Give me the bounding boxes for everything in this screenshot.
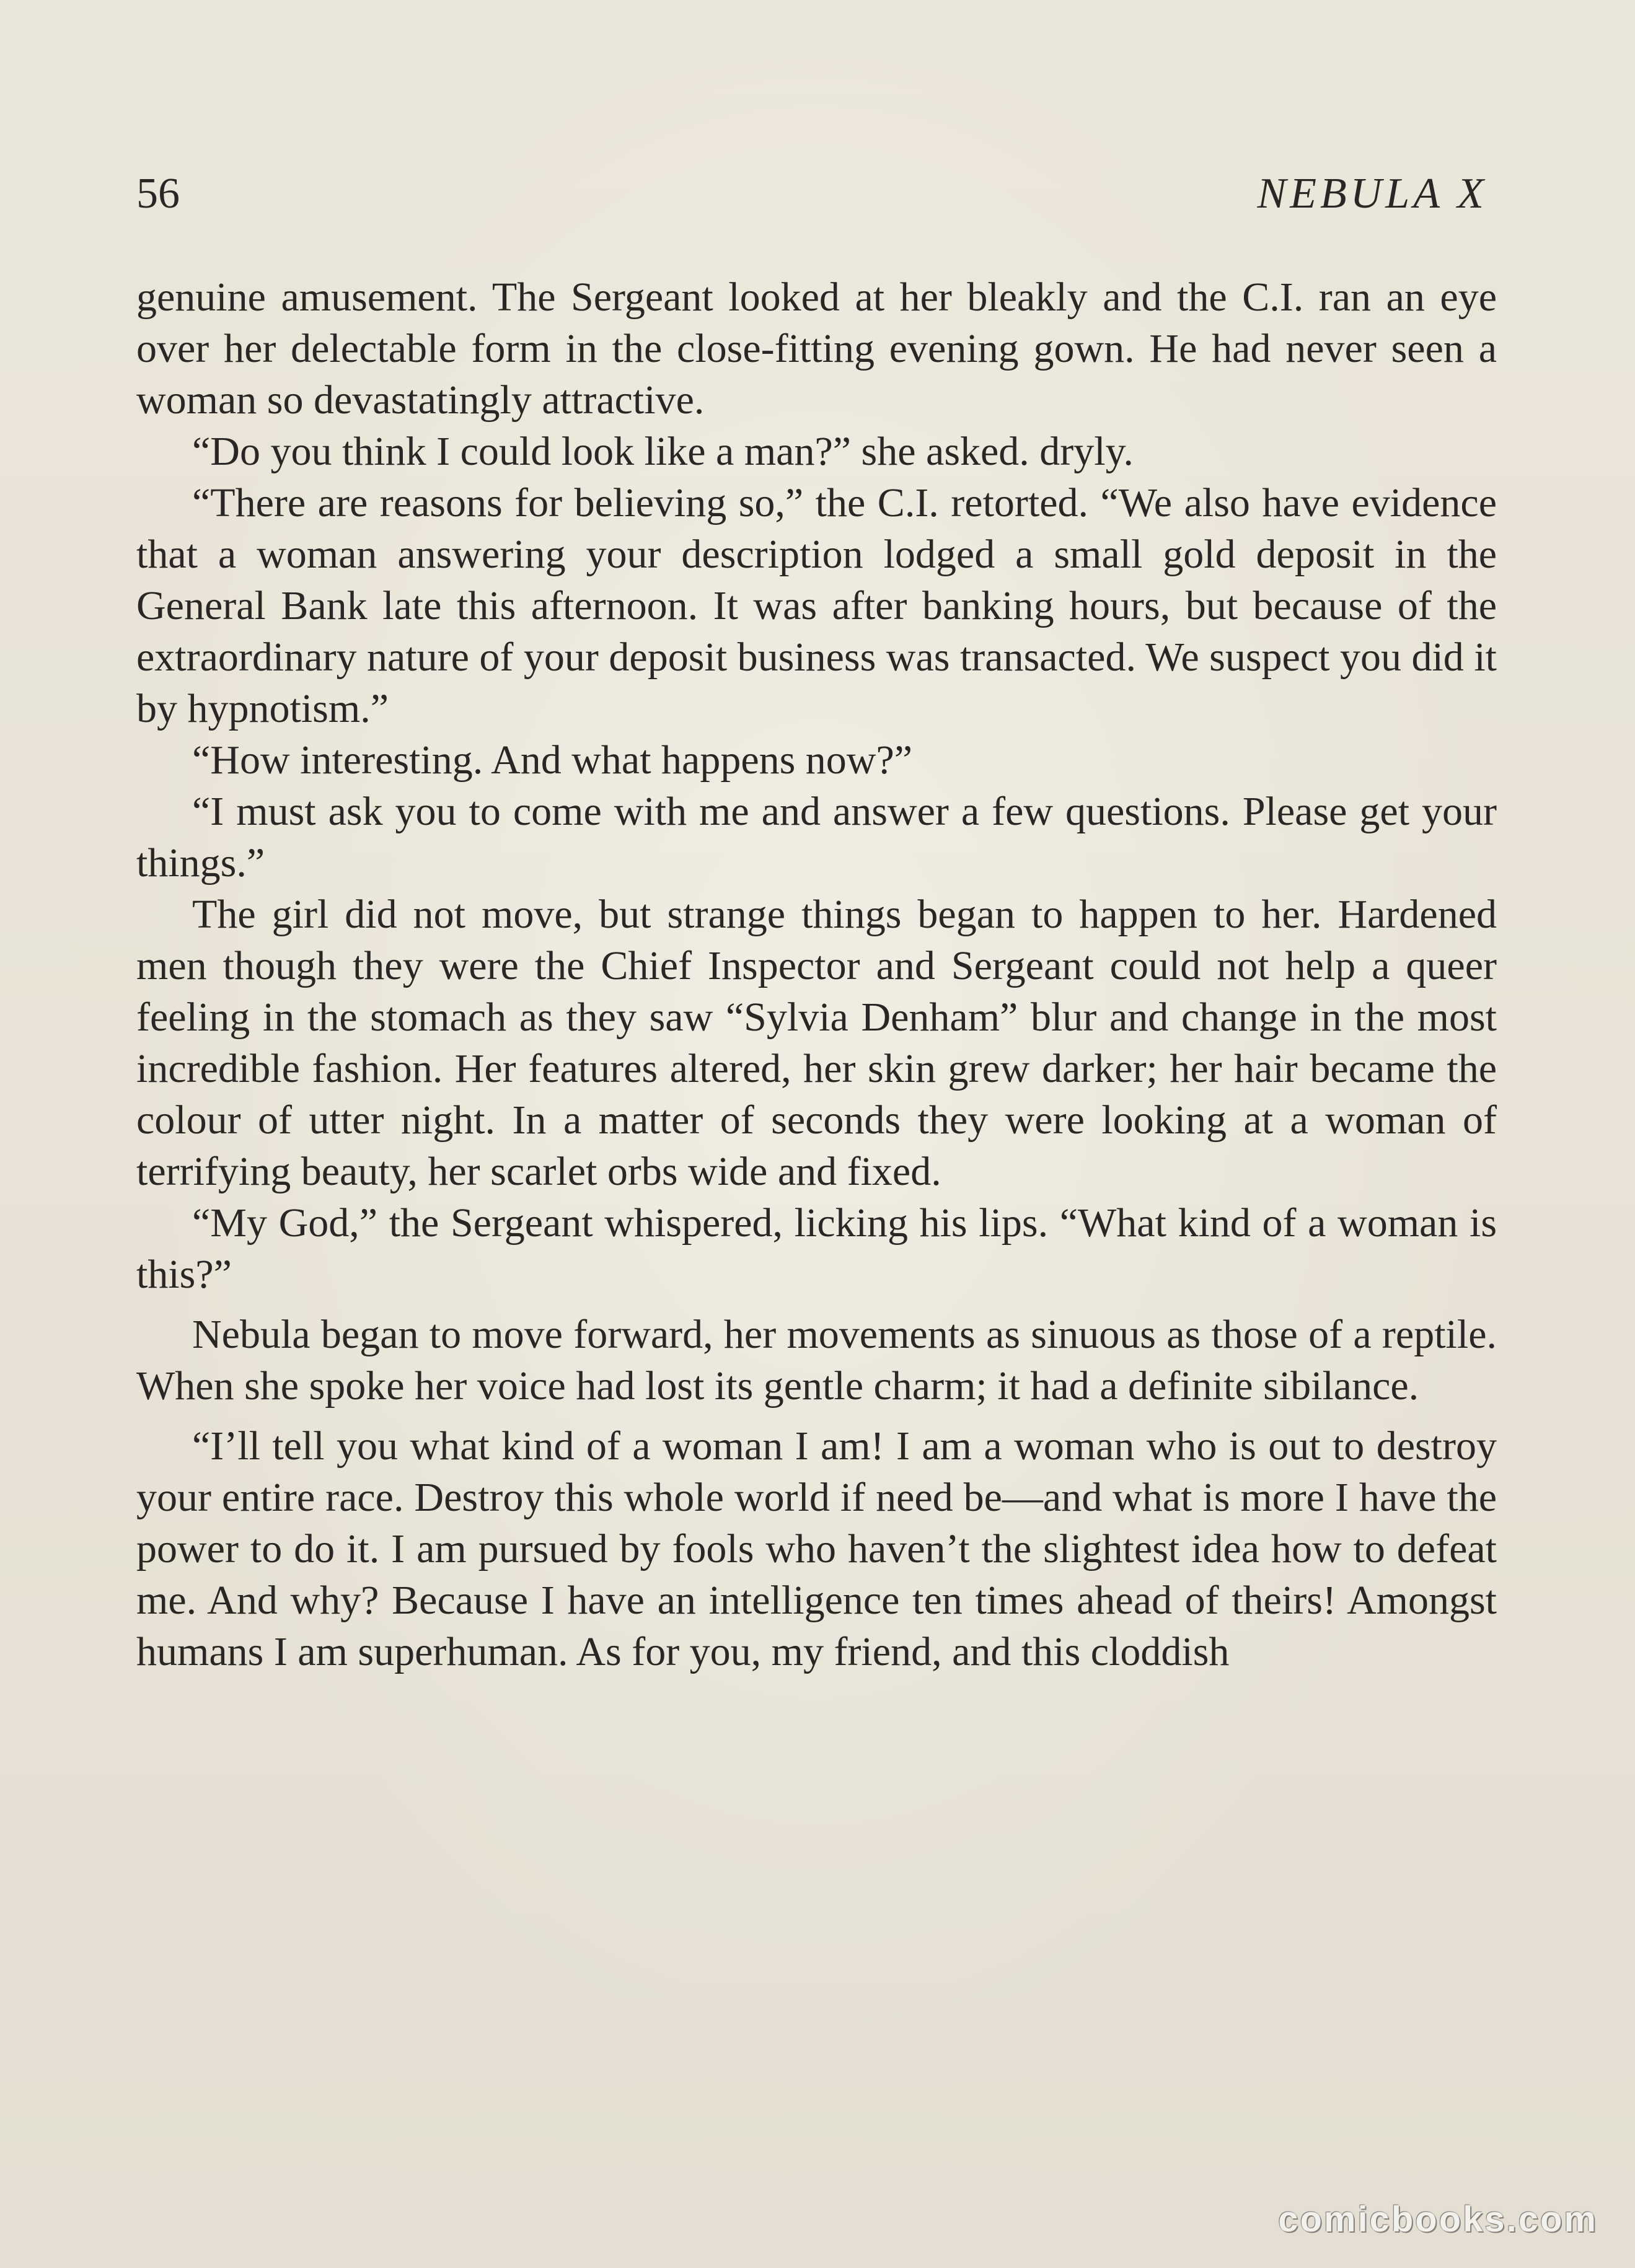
paragraph: “I’ll tell you what kind of a woman I am! I am a woman who is out to destroy your entire race. Destroy this whole world if need be—and what is more I have the power to do it. I am pursued by fools who haven’t the slightest idea how to defeat me. And why? Because I have an intelligence ten times ahead of theirs! Amongst humans I am superhuman. As for you, my friend, and this cloddish <box>136 1423 1497 1674</box>
page-number: 56 <box>136 170 180 218</box>
body-text <box>136 271 1497 1677</box>
running-head: NEBULA X <box>1257 170 1487 218</box>
paragraph: The girl did not move, but strange things began to happen to her. Hardened men though they were the Chief Inspector and Sergeant could not help a queer feeling in the stomach as they saw “Sylvia Denham” blur and change in the most incredible fashion. Her features altered, her skin grew darker; her hair became the colour of utter night. In a matter of seconds they were looking at a woman of terrifying beauty, her scarlet orbs wide and fixed. <box>136 892 1497 1194</box>
paragraph: Nebula began to move forward, her movements as sinuous as those of a reptile. When she spoke her voice had lost its gentle charm; it had a definite sibilance. <box>136 1312 1497 1409</box>
paragraph: “My God,” the Sergeant whispered, licking his lips. “What kind of a woman is this?” <box>136 1200 1497 1297</box>
paragraph: genuine amusement. The Sergeant looked at her bleakly and the C.I. ran an eye over her delectable form in the close-fitting evening gown. He had never seen a woman so devastatingly attractive. <box>136 275 1497 423</box>
paragraph: “There are reasons for believing so,” the C.I. retorted. “We also have evidence that a woman answering your description lodged a small gold deposit in the General Bank late this afternoon. It was after banking hours, but because of the extraordinary nature of your deposit business was transacted. We suspect you did it by hypnotism.” <box>136 480 1497 731</box>
paragraph: “Do you think I could look like a man?” she asked. dryly. <box>192 429 1134 474</box>
paragraph: “How interesting. And what happens now?” <box>192 737 913 783</box>
page-header <box>136 166 1487 222</box>
watermark-logo: comicbooks.com <box>1278 2199 1598 2239</box>
paragraph: “I must ask you to come with me and answer a few questions. Please get your things.” <box>136 789 1497 886</box>
